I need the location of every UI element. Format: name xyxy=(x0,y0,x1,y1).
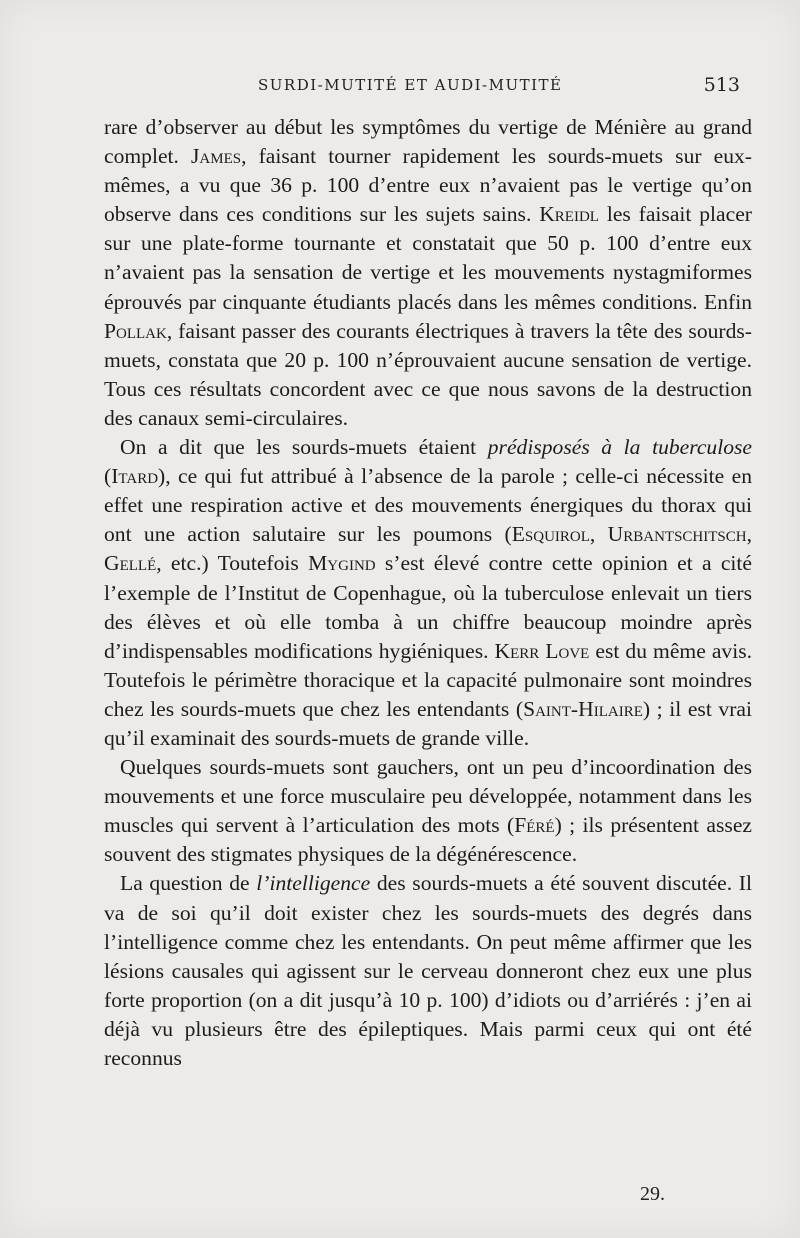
running-title: SURDI-MUTITÉ ET AUDI-MUTITÉ xyxy=(258,76,563,94)
emphasis: l’intelligence xyxy=(256,871,371,896)
signature-mark: 29. xyxy=(640,1183,665,1205)
author-name: Kreidl xyxy=(539,202,599,227)
author-name: Kerr Love xyxy=(494,638,590,663)
author-name: Urbantschitsch xyxy=(607,522,747,547)
paragraph: rare d’observer au début les symptômes du vertige de Ménière au grand complet. James, faisant tourner rapidement les sourds-muets sur eux-mêmes, a vu que 36 p. 100 d’entre eux n’avaient pas le vertige qu’on observe dans ces conditions sur les sujets sains. Kreidl les faisait placer sur une plate-forme tournante et constatait que 50 p. 100 d’entre eux n’avaient pas la sensation de vertige et les mouvements nystagmiformes éprouvés par cinquante étudiants placés dans les mêmes conditions. Enfin Pollak, faisant passer des courants électriques à travers la tête des sourds-muets, constata que 20 p. 100 n’éprouvaient aucune sensation de vertige. Tous ces résultats concordent avec ce que nous savons de la destruction des canaux semi-circulaires. xyxy=(104,115,752,430)
author-name: Esquirol xyxy=(511,522,590,547)
author-name: Gellé xyxy=(104,551,157,576)
author-name: Saint-Hilaire xyxy=(523,696,643,721)
body-text xyxy=(104,113,752,1073)
author-name: Pollak xyxy=(104,318,167,343)
page-number: 513 xyxy=(703,74,740,96)
author-name: James xyxy=(191,144,242,169)
page-header xyxy=(104,76,740,100)
paragraph: Quelques sourds-muets sont gauchers, ont un peu d’incoordination des mouvements et une force musculaire peu développée, notamment dans les muscles qui servent à l’articulation des mots (Féré) ; ils présentent assez souvent des stigmates physiques de la dégénérescence. xyxy=(104,755,752,867)
paragraph: La question de l’intelligence des sourds-muets a été souvent discutée. Il va de soi qu’il doit exister chez les sourds-muets des degrés dans l’intelligence comme chez les entendants. On peut même affirmer que les lésions causales qui agissent sur le cerveau donneront chez eux une plus forte proportion (on a dit jusqu’à 10 p. 100) d’idiots ou d’arriérés : j’en ai déjà vu plusieurs être des épileptiques. Mais parmi ceux qui ont été reconnus xyxy=(104,871,752,1070)
paragraph: On a dit que les sourds-muets étaient prédisposés à la tuberculose (Itard), ce qui fut attribué à l’absence de la parole ; celle-ci nécessite en effet une respiration active et des mouvements énergiques du thorax qui ont une action salutaire sur les poumons (Esquirol, Urbantschitsch, Gellé, etc.) Toutefois Mygind s’est élevé contre cette opinion et a cité l’exemple de l’Institut de Copenhague, où la tuberculose enlevait un tiers des élèves et où elle tomba à un chiffre beaucoup moindre après d’indispensables modifications hygiéniques. Kerr Love est du même avis. Toutefois le périmètre thoracique et la capacité pulmonaire sont moindres chez les sourds-muets que chez les entendants (Saint-Hilaire) ; il est vrai qu’il examinait des sourds-muets de grande ville. xyxy=(104,435,753,750)
author-name: Itard xyxy=(111,464,159,489)
author-name: Mygind xyxy=(308,551,376,576)
emphasis: prédisposés à la tuberculose xyxy=(487,435,753,460)
author-name: Féré xyxy=(514,813,555,838)
